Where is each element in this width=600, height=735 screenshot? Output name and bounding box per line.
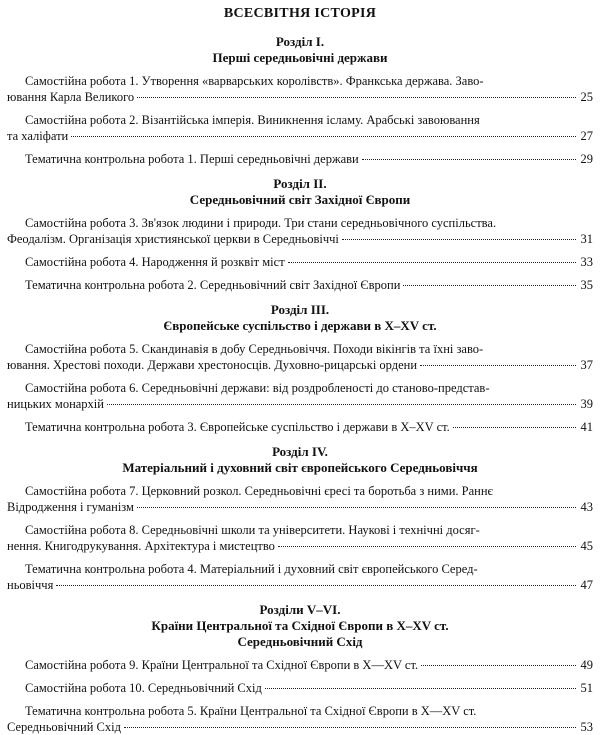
- page-number: 41: [580, 420, 593, 434]
- page-number: 43: [580, 500, 593, 514]
- section-title: Середньовічний світ Західної Європи: [189, 192, 411, 207]
- page-number: 27: [580, 129, 593, 143]
- dot-leader: [453, 427, 576, 428]
- toc-line: [7, 680, 593, 696]
- toc-line: [7, 89, 593, 105]
- section-title: Європейське суспільство і держави в X–XV ст.: [163, 318, 437, 333]
- toc-line: [7, 151, 593, 167]
- toc-entry-text: Тематична контрольна робота 3. Європейське суспільство і держави в X–XV ст.: [25, 420, 450, 434]
- toc-entry-text: Тематична контрольна робота 1. Перші середньовічні держави: [25, 152, 359, 166]
- page-number: 37: [580, 358, 593, 372]
- dot-leader: [137, 97, 576, 98]
- toc-entry-text: Тематична контрольна робота 5. Країни Центральної та Східної Європи в X—XV ст.: [25, 704, 477, 718]
- toc-line: [7, 719, 593, 735]
- toc-line: [7, 277, 593, 293]
- toc-entry[interactable]: [7, 73, 593, 105]
- toc-entry[interactable]: [7, 483, 593, 515]
- section: [7, 302, 593, 435]
- page-number: 51: [580, 681, 593, 695]
- dot-leader: [342, 239, 576, 240]
- section-title: Перші середньовічні держави: [212, 50, 388, 65]
- toc-line: [7, 112, 593, 128]
- section-title: Матеріальний і духовний світ європейського Середньовіччя: [122, 460, 478, 475]
- toc-line: [7, 483, 593, 499]
- toc-line: [7, 703, 593, 719]
- toc-entry[interactable]: [7, 657, 593, 673]
- toc-entry[interactable]: [7, 341, 593, 373]
- toc-entry-text: Тематична контрольна робота 4. Матеріальний і духовний світ європейського Серед-: [25, 562, 478, 576]
- page-number: 35: [580, 278, 593, 292]
- toc-entry[interactable]: [7, 703, 593, 735]
- toc-line: [7, 561, 593, 577]
- section-label: Розділ III.: [270, 302, 330, 317]
- toc-entry-text: Відродження і гуманізм: [7, 500, 134, 514]
- toc-entry[interactable]: [7, 561, 593, 593]
- toc-entry[interactable]: [7, 254, 593, 270]
- toc-entry-text: Самостійна робота 8. Середньовічні школи та університети. Наукові і технічні досяг-: [25, 523, 480, 537]
- toc-entry-text: Самостійна робота 5. Скандинавія в добу Середньовіччя. Походи вікінгів та їхні заво-: [25, 342, 484, 356]
- toc-line: [7, 380, 593, 396]
- page-number: 47: [580, 578, 593, 592]
- dot-leader: [420, 365, 576, 366]
- table-of-contents: [7, 34, 593, 735]
- dot-leader: [403, 285, 576, 286]
- section: [7, 176, 593, 293]
- section-heading: [7, 302, 593, 334]
- toc-line: [7, 499, 593, 515]
- toc-line: [7, 419, 593, 435]
- dot-leader: [278, 546, 576, 547]
- toc-line: [7, 341, 593, 357]
- toc-entry-text: Самостійна робота 7. Церковний розкол. Середньовічні єресі та боротьба з ними. Раннє: [25, 484, 493, 498]
- toc-entry-text: Самостійна робота 2. Візантійська імперія. Виникнення ісламу. Арабські завоювання: [25, 113, 480, 127]
- toc-entry[interactable]: [7, 112, 593, 144]
- page-number: 39: [580, 397, 593, 411]
- section-title: Середньовічний Схід: [237, 634, 363, 649]
- toc-entry-text: ньовіччя: [7, 578, 54, 592]
- toc-line: [7, 538, 593, 554]
- toc-entry-text: Самостійна робота 4. Народження й розквіт міст: [25, 255, 285, 269]
- toc-line: [7, 577, 593, 593]
- toc-entry[interactable]: [7, 277, 593, 293]
- section-heading: [7, 602, 593, 650]
- toc-line: [7, 231, 593, 247]
- section-heading: [7, 444, 593, 476]
- toc-line: [7, 128, 593, 144]
- page-number: 29: [580, 152, 593, 166]
- section-heading: [7, 176, 593, 208]
- page-number: 33: [580, 255, 593, 269]
- section-label: Розділ I.: [275, 34, 325, 49]
- toc-entry-text: та халіфати: [7, 129, 69, 143]
- page-number: 25: [580, 90, 593, 104]
- page-number: 31: [580, 232, 593, 246]
- dot-leader: [362, 159, 576, 160]
- dot-leader: [71, 136, 576, 137]
- section-title: Країни Центральної та Східної Європи в X–XV ст.: [151, 618, 449, 633]
- section-heading: [7, 34, 593, 66]
- toc-entry[interactable]: [7, 151, 593, 167]
- section: [7, 602, 593, 735]
- page-number: 45: [580, 539, 593, 553]
- toc-line: [7, 396, 593, 412]
- dot-leader: [288, 262, 576, 263]
- section: [7, 34, 593, 167]
- dot-leader: [124, 727, 576, 728]
- toc-entry-text: Самостійна робота 10. Середньовічний Схід: [25, 681, 262, 695]
- toc-entry-text: Самостійна робота 6. Середньовічні держави: від роздробленості до станово-представ-: [25, 381, 490, 395]
- section-label: Розділ II.: [273, 176, 327, 191]
- toc-line: [7, 254, 593, 270]
- toc-entry-text: Середньовічний Схід: [7, 720, 121, 734]
- toc-line: [7, 657, 593, 673]
- toc-entry-text: Самостійна робота 1. Утворення «варварських королівств». Франкська держава. Заво-: [25, 74, 484, 88]
- toc-line: [7, 522, 593, 538]
- toc-entry-text: Феодалізм. Організація християнської церкви в Середньовіччі: [7, 232, 339, 246]
- page-number: 53: [580, 720, 593, 734]
- toc-entry-text: Самостійна робота 9. Країни Центральної та Східної Європи в X—XV ст.: [25, 658, 419, 672]
- section-label: Розділи V–VI.: [259, 602, 341, 617]
- page-title: ВСЕСВІТНЯ ІСТОРІЯ: [223, 6, 377, 21]
- section: [7, 444, 593, 593]
- page-number: 49: [580, 658, 593, 672]
- dot-leader: [137, 507, 576, 508]
- section-label: Розділ IV.: [272, 444, 328, 459]
- toc-line: [7, 73, 593, 89]
- toc-entry-text: Самостійна робота 3. Зв'язок людини і природи. Три стани середньовічного суспільства.: [25, 216, 497, 230]
- toc-entry-text: ницьких монархій: [7, 397, 104, 411]
- dot-leader: [265, 688, 576, 689]
- toc-entry-text: нення. Книгодрукування. Архітектура і мистецтво: [7, 539, 275, 553]
- toc-entry-text: ювання Карла Великого: [7, 90, 135, 104]
- toc-entry[interactable]: [7, 522, 593, 554]
- toc-entry-text: ювання. Хрестові походи. Держави хрестоносців. Духовно-рицарські ордени: [7, 358, 418, 372]
- toc-entry[interactable]: [7, 215, 593, 247]
- toc-entry[interactable]: [7, 380, 593, 412]
- dot-leader: [107, 404, 576, 405]
- dot-leader: [421, 665, 576, 666]
- toc-line: [7, 357, 593, 373]
- toc-line: [7, 215, 593, 231]
- dot-leader: [56, 585, 576, 586]
- toc-entry[interactable]: [7, 419, 593, 435]
- toc-entry-text: Тематична контрольна робота 2. Середньовічний світ Західної Європи: [25, 278, 401, 292]
- toc-entry[interactable]: [7, 680, 593, 696]
